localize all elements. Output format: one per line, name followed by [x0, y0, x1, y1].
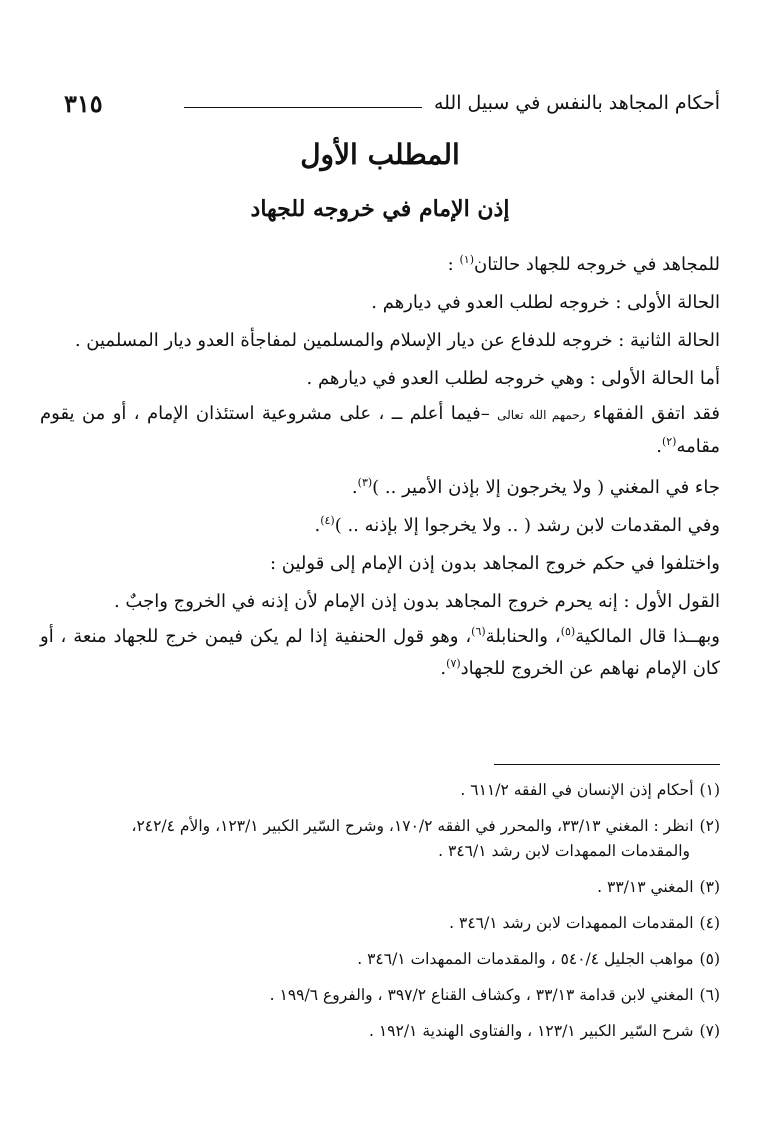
footnote-ref[interactable]: (٤): [320, 514, 335, 527]
footnote-number: (١): [699, 781, 720, 799]
footnote-item: [40, 1017, 720, 1046]
paragraph: الحالة الثانية : خروجه للدفاع عن ديار الإسلام والمسلمين لمفاجأة العدو ديار المسلمين .: [74, 330, 720, 351]
footnote-number: (٧): [699, 1022, 720, 1040]
footnote-number: (٤): [699, 914, 720, 932]
paragraph: وفي المقدمات لابن رشد ( .. ولا يخرجوا إلا بإذنه .. )$^{(٤)}$.: [314, 514, 720, 536]
footnote-item: [40, 981, 720, 1010]
footnote-divider: [494, 764, 720, 765]
footnote-item: [40, 812, 720, 866]
body-text: [40, 246, 720, 691]
page-number: ٣١٥: [64, 88, 103, 118]
running-header-title: أحكام المجاهد بالنفس في سبيل الله: [433, 92, 720, 114]
footnote-text: المغني لابن قدامة ٣٣/١٣ ، وكشاف القناع ٣٩٧/٢ ، والفروع ١٩٩/٦ .: [269, 986, 694, 1004]
book-page: [40, 0, 720, 1125]
footnote-ref[interactable]: (٢): [661, 435, 677, 448]
footnote-text: المغني ٣٣/١٣ .: [597, 878, 694, 896]
sub-title: إذن الإمام في خروجه للجهاد: [250, 196, 510, 222]
footnotes: [40, 776, 720, 1053]
footnote-ref[interactable]: (٧): [446, 657, 461, 670]
footnote-ref[interactable]: (٣): [357, 476, 373, 489]
paragraph: للمجاهد في خروجه للجهاد حالتان$^{(١)}$ :: [447, 253, 720, 275]
footnote-ref[interactable]: (١): [459, 253, 474, 266]
header-rule: [184, 107, 422, 108]
footnote-item: [40, 776, 720, 805]
footnote-number: (٥): [699, 950, 720, 968]
footnote-ref[interactable]: (٦): [471, 625, 486, 638]
footnote-text: أحكام إذن الإنسان في الفقه ٦١١/٢ .: [460, 781, 694, 799]
footnote-text: مواهب الجليل ٥٤٠/٤ ، والمقدمات الممهدات ٣٤٦/١ .: [357, 950, 694, 968]
paragraph: وبهــذا قال المالكية$^{(٥)}$، والحنابلة$^{(٦)}$، وهو قول الحنفية إذا لم يكن فيمن خرج للجهاد منعة ، أو كان الإمام نهاهم عن الخروج للجهاد$^{(٧)}$.: [40, 625, 720, 679]
paragraph: الحالة الأولى : خروجه لطلب العدو في ديارهم .: [371, 292, 720, 313]
footnote-continuation: والمقدمات الممهدات لابن رشد ٣٤٦/١ .: [438, 842, 690, 860]
footnote-number: (٣): [699, 878, 720, 896]
paragraph: أما الحالة الأولى : وهي خروجه لطلب العدو في ديارهم .: [306, 368, 720, 389]
footnote-ref[interactable]: (٥): [560, 625, 576, 638]
honorific: رحمهم الله تعالى: [497, 408, 586, 422]
footnote-number: (٦): [699, 986, 720, 1004]
paragraph: جاء في المغني ( ولا يخرجون إلا بإذن الأمير .. )$^{(٣)}$.: [351, 476, 720, 498]
paragraph: واختلفوا في حكم خروج المجاهد بدون إذن الإمام إلى قولين :: [269, 553, 720, 574]
running-header: [64, 88, 720, 118]
footnote-text: شرح السّير الكبير ١٢٣/١ ، والفتاوى الهندية ١٩٢/١ .: [369, 1022, 694, 1040]
footnote-item: [40, 909, 720, 938]
paragraph: القول الأول : إنه يحرم خروج المجاهد بدون إذن الإمام لأن إذنه في الخروج واجبٌ .: [113, 591, 720, 612]
footnote-text: المقدمات الممهدات لابن رشد ٣٤٦/١ .: [449, 914, 694, 932]
footnote-item: [40, 945, 720, 974]
footnote-number: (٢): [699, 817, 720, 835]
footnote-item: [40, 873, 720, 902]
footnote-text: انظر : المغني ٣٣/١٣، والمحرر في الفقه ١٧٠/٢، وشرح السّير الكبير ١٢٣/١، والأم ٢٤٢/٤،: [131, 817, 694, 835]
section-title: المطلب الأول: [300, 138, 460, 171]
paragraph: فقد اتفق الفقهاء رحمهم الله تعالى –فيما أعلم ــ ، على مشروعية استئذان الإمام ، أو من يقوم مقامه$^{(٢)}$.: [40, 403, 720, 457]
